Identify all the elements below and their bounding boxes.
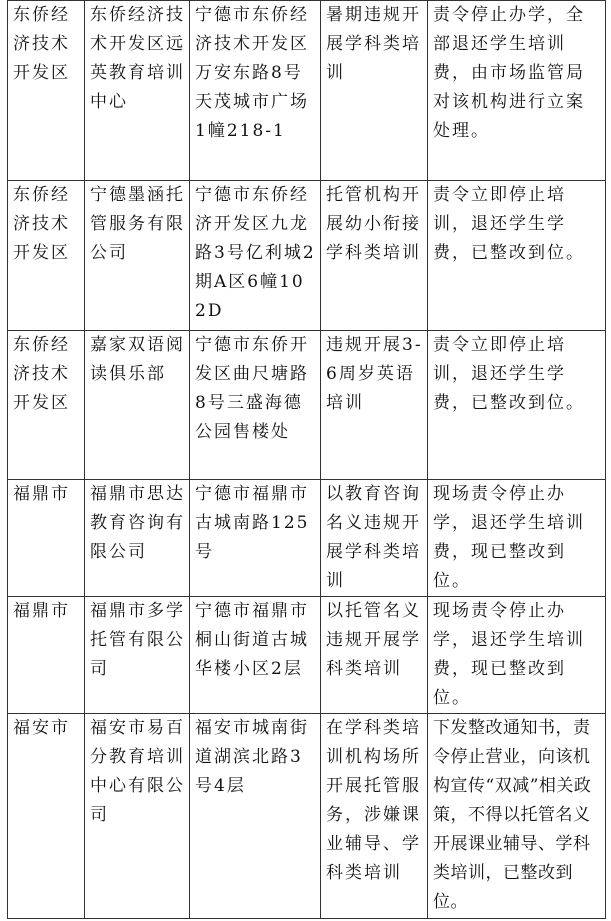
region-cell: 福鼎市 [8, 480, 85, 597]
table-row [8, 714, 606, 919]
table-row [8, 181, 606, 331]
handling-cell: 现场责令停止办学，退还学生培训费，现已整改到位。 [428, 480, 606, 597]
address-cell: 宁德市福鼎市桐山街道古城华楼小区2层 [190, 597, 321, 714]
institution-cell: 福安市易百分教育培训中心有限公司 [85, 714, 190, 919]
table-row [8, 331, 606, 480]
region-cell: 东侨经济技术开发区 [8, 1, 85, 181]
violation-cell: 暑期违规开展学科类培训 [321, 1, 428, 181]
violation-cell: 在学科类培训机构场所开展托管服务，涉嫌课业辅导、学科类培训 [321, 714, 428, 919]
table-row [8, 597, 606, 714]
address-cell: 宁德市东侨经济开发区九龙路3号亿利城2期A区6幢102D [190, 181, 321, 331]
violation-table [7, 0, 606, 919]
address-cell: 宁德市东侨经济技术开发区万安东路8号天茂城市广场1幢218-1 [190, 1, 321, 181]
handling-cell: 责令停止办学，全部退还学生培训费，由市场监管局对该机构进行立案处理。 [428, 1, 606, 181]
table-row [8, 1, 606, 181]
handling-cell: 责令立即停止培训，退还学生学费，已整改到位。 [428, 331, 606, 480]
handling-cell: 下发整改通知书，责令停止营业，向该机构宣传“双减”相关政策，不得以托管名义开展课业辅导、学科类培训，已整改到位。 [428, 714, 606, 919]
table-row [8, 480, 606, 597]
region-cell: 福安市 [8, 714, 85, 919]
address-cell: 福安市城南街道湖滨北路3号4层 [190, 714, 321, 919]
institution-cell: 东侨经济技术开发区远英教育培训中心 [85, 1, 190, 181]
handling-cell: 现场责令停止办学，退还学生培训费，现已整改到位。 [428, 597, 606, 714]
institution-cell: 嘉家双语阅读俱乐部 [85, 331, 190, 480]
institution-cell: 福鼎市多学托管有限公司 [85, 597, 190, 714]
region-cell: 福鼎市 [8, 597, 85, 714]
violation-cell: 违规开展3-6周岁英语培训 [321, 331, 428, 480]
region-cell: 东侨经济技术开发区 [8, 181, 85, 331]
region-cell: 东侨经济技术开发区 [8, 331, 85, 480]
institution-cell: 宁德墨涵托管服务有限公司 [85, 181, 190, 331]
violation-cell: 以教育咨询名义违规开展学科类培训 [321, 480, 428, 597]
violation-cell: 托管机构开展幼小衔接学科类培训 [321, 181, 428, 331]
institution-cell: 福鼎市思达教育咨询有限公司 [85, 480, 190, 597]
handling-cell: 责令立即停止培训，退还学生学费，已整改到位。 [428, 181, 606, 331]
address-cell: 宁德市东侨开发区曲尺塘路8号三盛海德公园售楼处 [190, 331, 321, 480]
address-cell: 宁德市福鼎市古城南路125号 [190, 480, 321, 597]
violation-cell: 以托管名义违规开展学科类培训 [321, 597, 428, 714]
